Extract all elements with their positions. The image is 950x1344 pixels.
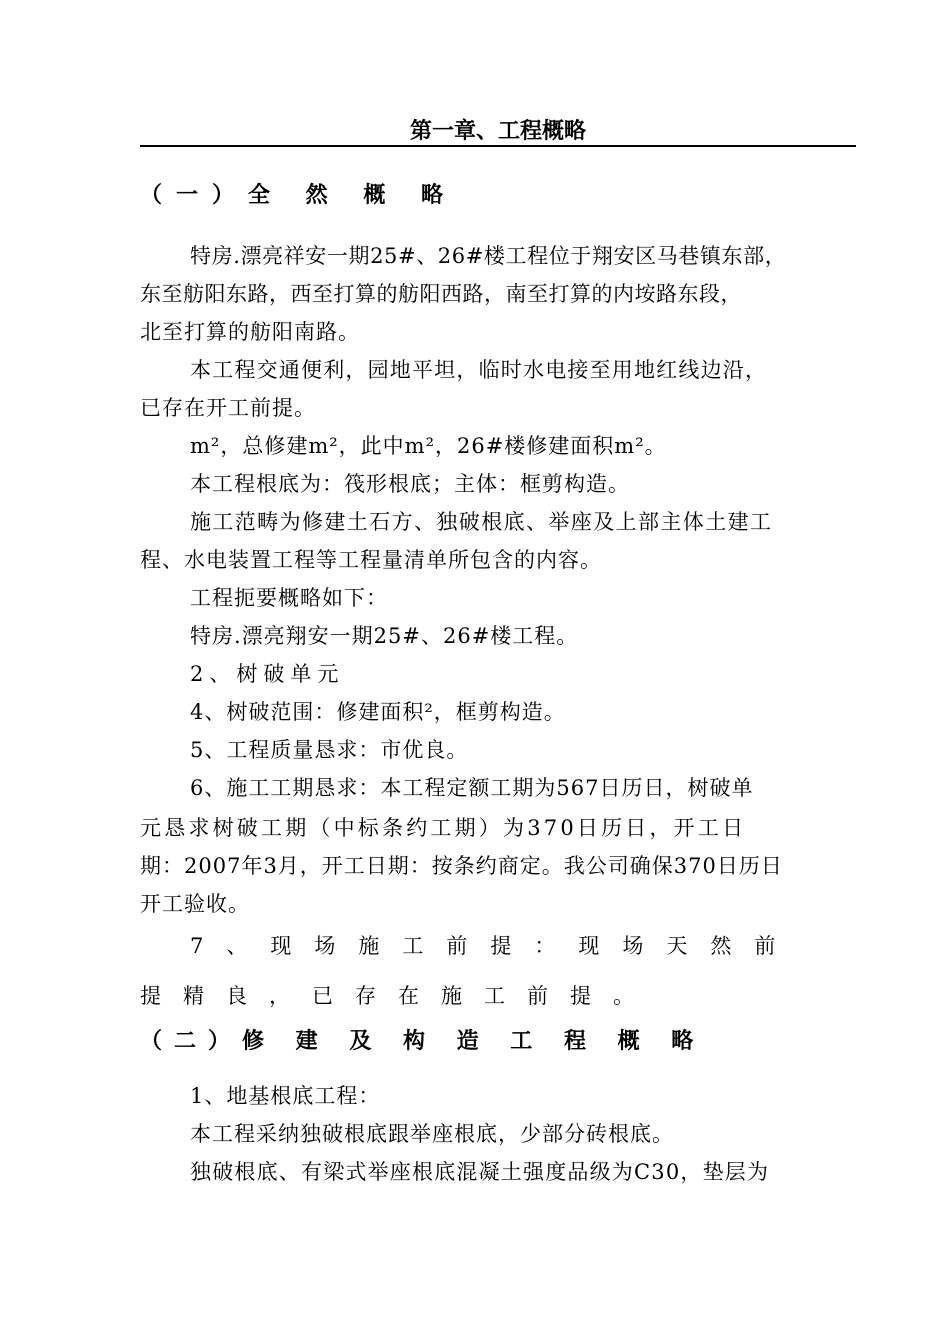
list-item: 1、地基根底工程： [190,1084,381,1108]
list-item: 4、树破范围：修建面积²，框剪构造。 [190,700,566,724]
paragraph-line: 特房.漂亮祥安一期25#、26#楼工程位于翔安区马巷镇东部， [190,244,787,268]
paragraph-line: 本工程根底为：筏形根底；主体：框剪构造。 [190,472,630,496]
section-heading-construction: （二）修 建 及 构 造 工 程 概 略 [140,1028,706,1054]
paragraph-line: 期：2007年3月，开工日期：按条约商定。我公司确保370日历日 [140,854,783,878]
title-rule [140,145,856,147]
paragraph-line: 施工范畴为修建土石方、独破根底、举座及上部主体土建工 [190,510,773,534]
paragraph-line: 程、水电装置工程等工程量清单所包含的内容。 [140,548,602,572]
paragraph-line: 工程扼要概略如下： [190,586,388,610]
paragraph-line: 本工程采纳独破根底跟举座根底，少部分砖根底。 [190,1122,674,1146]
list-item: 7、现场施工前提：现场天然前 [190,934,799,958]
paragraph-line: 东至舫阳东路，西至打算的舫阳西路，南至打算的内垵路东段， [140,282,742,306]
paragraph-line: 本工程交通便利，园地平坦，临时水电接至用地红线边沿， [190,358,768,382]
paragraph-line: 北至打算的舫阳南路。 [140,320,360,344]
paragraph-line: 提精良，已存在施工前提。 [140,984,656,1008]
paragraph-line: 元恳求树破工期（中标条约工期）为370日历日，开工日 [140,816,747,840]
paragraph-line: 已存在开工前提。 [140,396,316,420]
paragraph-line: 开工验收。 [140,892,250,916]
paragraph-line: m²，总修建m²，此中m²，26#楼修建面积m²。 [190,434,667,458]
list-item: 5、工程质量恳求：市优良。 [190,738,469,762]
paragraph-line: 特房.漂亮翔安一期25#、26#楼工程。 [190,624,579,648]
chapter-title: 第一章、工程概略 [409,118,586,144]
section-heading-general: （一）全 然 概 略 [140,182,457,208]
list-item: 2、树破单元 [190,662,345,686]
paragraph-line: 独破根底、有梁式举座根底混凝土强度品级为C30，垫层为 [190,1160,770,1184]
list-item: 6、施工工期恳求：本工程定额工期为567日历日，树破单 [190,776,754,800]
